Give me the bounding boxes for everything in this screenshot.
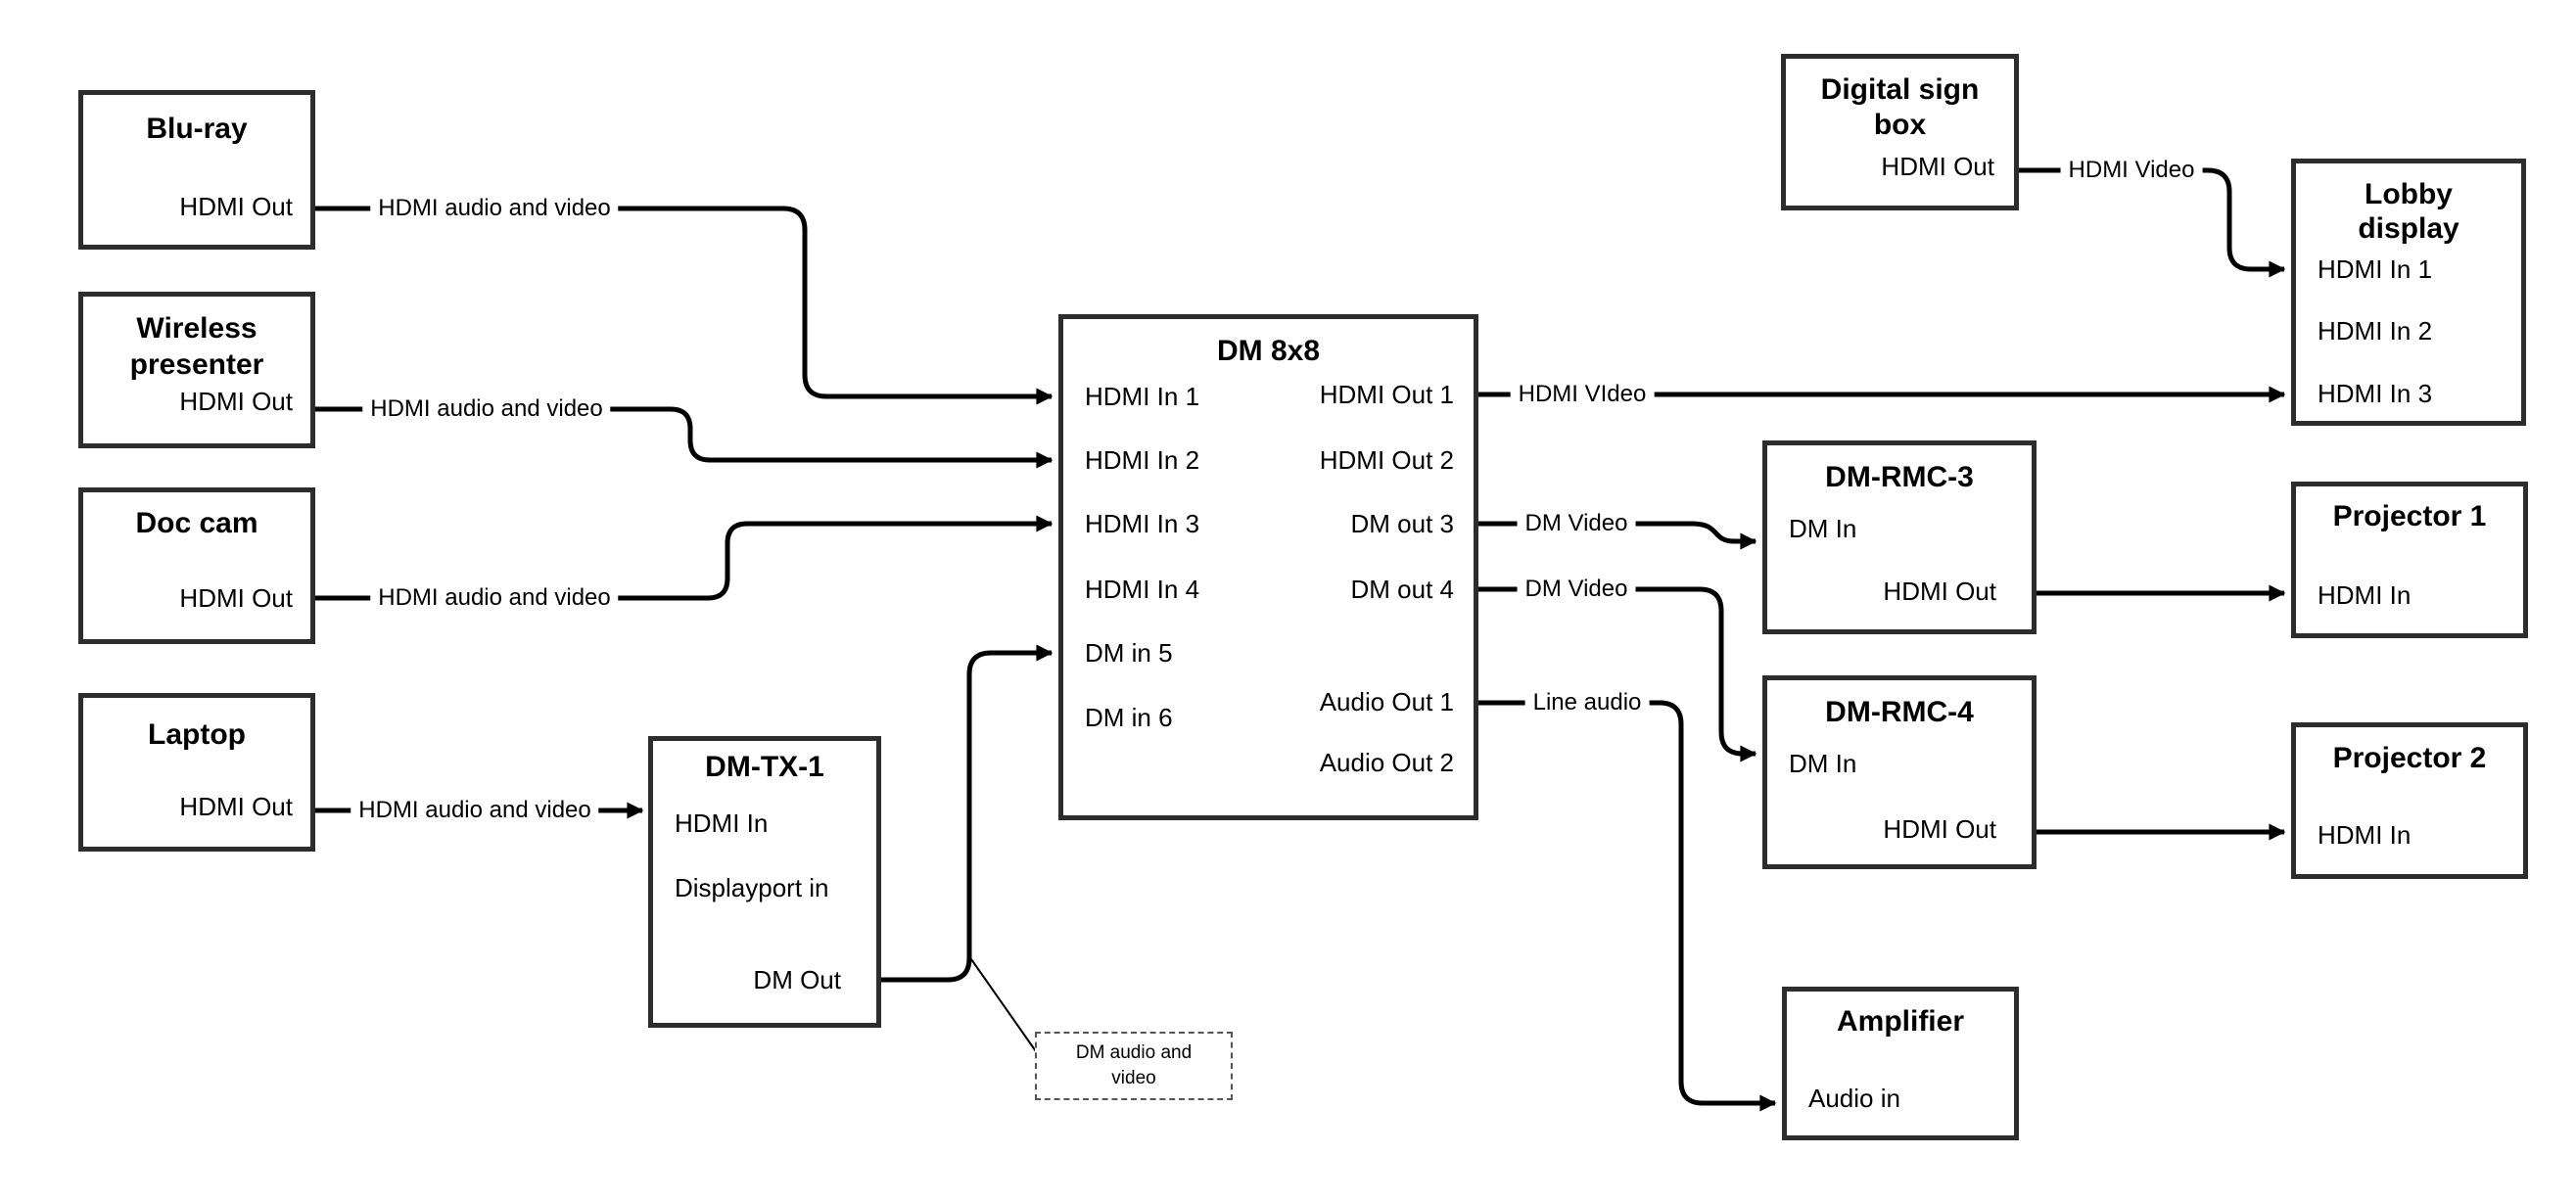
edge-label-line-audio: Line audio <box>1525 689 1650 716</box>
edge-label-hdmi-video-out1: HDMI VIdeo <box>1511 381 1655 408</box>
port-hdmi-out: HDMI Out <box>179 192 293 221</box>
device-box-doc-cam <box>78 487 315 644</box>
box-title: Doc cam <box>135 507 258 539</box>
edge-dmtx1-to-dm8x8-in5 <box>881 653 1052 980</box>
port-dm-in: DM In <box>1789 514 1857 543</box>
edge-digital-sign-to-lobby-in1 <box>2019 170 2284 269</box>
box-title: Blu-ray <box>146 113 248 145</box>
edge-dm8x8-out4-to-dmrmc4 <box>1478 589 1756 754</box>
note-dm-audio-video <box>1035 1032 1233 1100</box>
port-audio-out-2: Audio Out 2 <box>1319 748 1454 777</box>
port-hdmi-out: HDMI Out <box>179 792 293 821</box>
port-displayport-in: Displayport in <box>675 873 829 902</box>
box-title-line2: box <box>1873 109 1927 141</box>
port-hdmi-in-2: HDMI In 2 <box>1085 445 1200 475</box>
port-hdmi-in-2: HDMI In 2 <box>2318 316 2433 346</box>
port-hdmi-out: HDMI Out <box>1883 577 1996 606</box>
port-hdmi-out-1: HDMI Out 1 <box>1319 380 1454 409</box>
box-title: Projector 2 <box>2332 742 2487 774</box>
port-dm-in: DM In <box>1789 749 1857 778</box>
port-hdmi-in: HDMI In <box>675 808 769 838</box>
port-audio-in: Audio in <box>1808 1084 1900 1113</box>
edge-bluray-to-dm8x8-in1 <box>315 208 1052 396</box>
box-title: DM-RMC-4 <box>1825 696 1974 728</box>
port-hdmi-in-4: HDMI In 4 <box>1085 575 1200 604</box>
edge-label-wireless-hdmi-av: HDMI audio and video <box>362 395 610 423</box>
box-title-line1: Wireless <box>136 312 258 345</box>
device-box-dm-8x8 <box>1058 314 1478 820</box>
box-title-line1: Digital sign <box>1820 73 1980 106</box>
port-hdmi-out: HDMI Out <box>1881 152 1994 181</box>
port-dm-out-4: DM out 4 <box>1350 575 1454 604</box>
device-box-lobby-display <box>2291 159 2526 426</box>
device-box-amplifier <box>1782 987 2019 1140</box>
device-box-projector-1 <box>2291 482 2528 638</box>
port-hdmi-in: HDMI In <box>2318 580 2412 610</box>
port-hdmi-in-1: HDMI In 1 <box>1085 382 1200 411</box>
port-audio-out-1: Audio Out 1 <box>1319 687 1454 716</box>
box-title: Amplifier <box>1836 1005 1965 1038</box>
port-hdmi-in-1: HDMI In 1 <box>2318 254 2433 284</box>
port-hdmi-out: HDMI Out <box>1883 814 1996 844</box>
box-title: Laptop <box>148 718 246 751</box>
device-box-digital-sign-box <box>1781 54 2019 210</box>
device-box-dm-rmc-4 <box>1762 675 2037 869</box>
port-hdmi-in: HDMI In <box>2318 820 2412 850</box>
port-hdmi-out: HDMI Out <box>179 387 293 416</box>
port-hdmi-in-3: HDMI In 3 <box>1085 509 1200 538</box>
box-title: Projector 1 <box>2332 500 2487 532</box>
edge-label-doccam-hdmi-av: HDMI audio and video <box>370 584 618 612</box>
box-title-line2: presenter <box>129 348 264 381</box>
note-line2: video <box>1111 1068 1156 1088</box>
box-title: DM 8x8 <box>1216 335 1321 367</box>
box-title: DM-RMC-3 <box>1825 461 1974 493</box>
edge-label-laptop-hdmi-av: HDMI audio and video <box>351 797 598 824</box>
device-box-dm-rmc-3 <box>1762 440 2037 634</box>
edge-label-dm-video-out4: DM Video <box>1518 576 1636 603</box>
box-title-line1: Lobby <box>2365 178 2453 210</box>
edge-label-hdmi-video-sign: HDMI Video <box>2061 157 2203 184</box>
box-title-line2: display <box>2358 212 2459 245</box>
edge-label-bluray-hdmi-av: HDMI audio and video <box>370 195 618 222</box>
port-hdmi-in-3: HDMI In 3 <box>2318 379 2433 408</box>
port-dm-out: DM Out <box>753 965 841 994</box>
device-box-projector-2 <box>2291 722 2528 879</box>
note-pointer-line <box>971 959 1038 1054</box>
port-hdmi-out: HDMI Out <box>179 583 293 613</box>
edge-dm8x8-audioout1-to-amplifier <box>1478 703 1775 1103</box>
box-title: DM-TX-1 <box>705 751 824 783</box>
note-line1: DM audio and <box>1075 1042 1193 1063</box>
port-dm-in-6: DM in 6 <box>1085 703 1173 732</box>
device-box-wireless-presenter <box>78 292 315 448</box>
device-box-dm-tx-1 <box>648 736 881 1028</box>
port-hdmi-out-2: HDMI Out 2 <box>1319 445 1454 475</box>
edge-label-dm-video-out3: DM Video <box>1518 510 1636 537</box>
device-box-blu-ray <box>78 90 315 250</box>
port-dm-in-5: DM in 5 <box>1085 638 1173 668</box>
device-box-laptop <box>78 693 315 852</box>
port-dm-out-3: DM out 3 <box>1350 509 1454 538</box>
